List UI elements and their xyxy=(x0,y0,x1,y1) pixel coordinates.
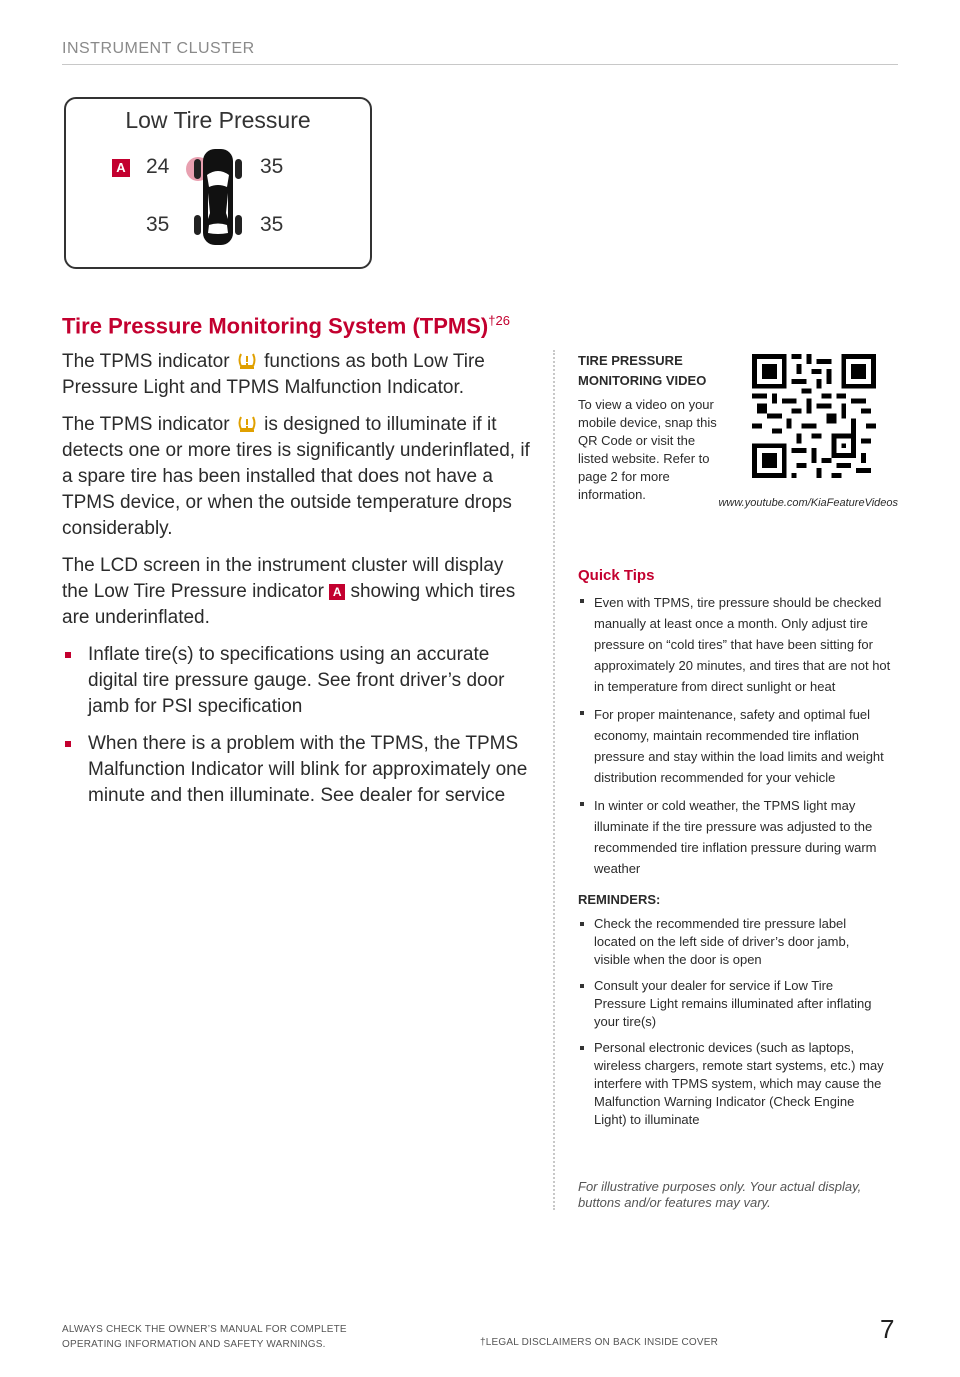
video-url-link[interactable]: www.youtube.com/KiaFeatureVideos xyxy=(718,497,898,509)
column-divider xyxy=(553,350,555,1210)
page-title: Tire Pressure Monitoring System (TPMS)$^{\dagger 26}$ xyxy=(62,313,510,339)
list-item: Consult your dealer for service if Low Tire Pressure Light remains illuminated after inflating your tire(s) xyxy=(578,977,888,1031)
list-item: When there is a problem with the TPMS, the TPMS Malfunction Indicator will blink for approximately one minute and then illuminate. See dealer for service xyxy=(62,731,532,809)
tpms-warning-icon xyxy=(237,352,257,370)
reminders-title: REMINDERS: xyxy=(578,892,661,907)
section-header: INSTRUMENT CLUSTER xyxy=(62,40,255,57)
list-item: Personal electronic devices (such as laptops, wireless chargers, remote start systems, etc.) may interfere with TPMS system, which may cause the Malfunction Warning Indicator (Check Engine Light) to illuminate xyxy=(578,1039,888,1129)
marker-a: A xyxy=(112,159,130,177)
video-title: TIRE PRESSURE MONITORING VIDEO xyxy=(578,353,707,388)
front-left-pressure: 24 xyxy=(146,155,170,178)
illustrative-note: For illustrative purposes only. Your actual display, buttons and/or features may vary. xyxy=(578,1179,862,1210)
rear-window xyxy=(208,224,228,235)
list-item: For proper maintenance, safety and optimal fuel economy, maintain recommended tire inflation pressure and stay within the load limits and weight distribution recommended for your vehicle xyxy=(578,704,898,788)
main-body xyxy=(62,349,532,820)
cluster-title: Low Tire Pressure xyxy=(125,107,311,133)
cluster-display xyxy=(64,97,372,269)
car-top-view-icon xyxy=(186,147,250,247)
paragraph-1: The TPMS indicator functions as both Low Tire Pressure Light and TPMS Malfunction Indicator. xyxy=(62,351,485,398)
paragraph-3: The LCD screen in the instrument cluster will display the Low Tire Pressure indicator A showing which tires are underinflated. xyxy=(62,555,516,628)
paragraph-2: The TPMS indicator is designed to illuminate if it detects one or more tires is significantly underinflated, if a spare tire has been installed that does not have a TPMS device, or when the outside temperature drops considerably. xyxy=(62,414,530,539)
rear-left-pressure: 35 xyxy=(146,213,170,236)
front-right-pressure: 35 xyxy=(260,155,284,178)
tpms-bullets xyxy=(62,642,532,809)
rear-right-tire xyxy=(235,215,242,235)
title-superscript: †26 xyxy=(488,313,510,328)
page-number: 7 xyxy=(880,1314,895,1344)
list-item: In winter or cold weather, the TPMS light may illuminate if the tire pressure was adjusted to the recommended tire inflation pressure during warm weather xyxy=(578,795,898,879)
quick-tips-title: Quick Tips xyxy=(578,567,655,584)
list-item: Inflate tire(s) to specifications using an accurate digital tire pressure gauge. See front driver’s door jamb for PSI specification xyxy=(62,642,532,720)
list-item: Even with TPMS, tire pressure should be checked manually at least once a month. Only adjust tire pressure on “cold tires” that have been sitting for approximately 20 minutes, and tires that are not hot in temperature from direct sunlight or heat xyxy=(578,592,898,697)
windshield xyxy=(207,171,229,187)
reminders-list xyxy=(578,915,888,1137)
front-left-tire xyxy=(194,159,201,179)
footer-disclaimer: ALWAYS CHECK THE OWNER’S MANUAL FOR COMPLETE OPERATING INFORMATION AND SAFETY WARNINGS. xyxy=(62,1324,347,1350)
inline-marker-a: A xyxy=(329,584,345,600)
list-item: Check the recommended tire pressure label located on the left side of driver’s door jamb, visible when the door is open xyxy=(578,915,888,969)
qr-code-icon[interactable] xyxy=(752,354,876,478)
tpms-warning-icon xyxy=(237,415,257,433)
header-divider xyxy=(62,64,898,65)
footer-legal: †LEGAL DISCLAIMERS ON BACK INSIDE COVER xyxy=(480,1337,719,1348)
rear-right-pressure: 35 xyxy=(260,213,284,236)
video-text: To view a video on your mobile device, snap this QR Code or visit the listed website. Refer to page 2 for more information. xyxy=(578,397,717,502)
front-right-tire xyxy=(235,159,242,179)
rear-left-tire xyxy=(194,215,201,235)
quick-tips-list xyxy=(578,592,898,886)
